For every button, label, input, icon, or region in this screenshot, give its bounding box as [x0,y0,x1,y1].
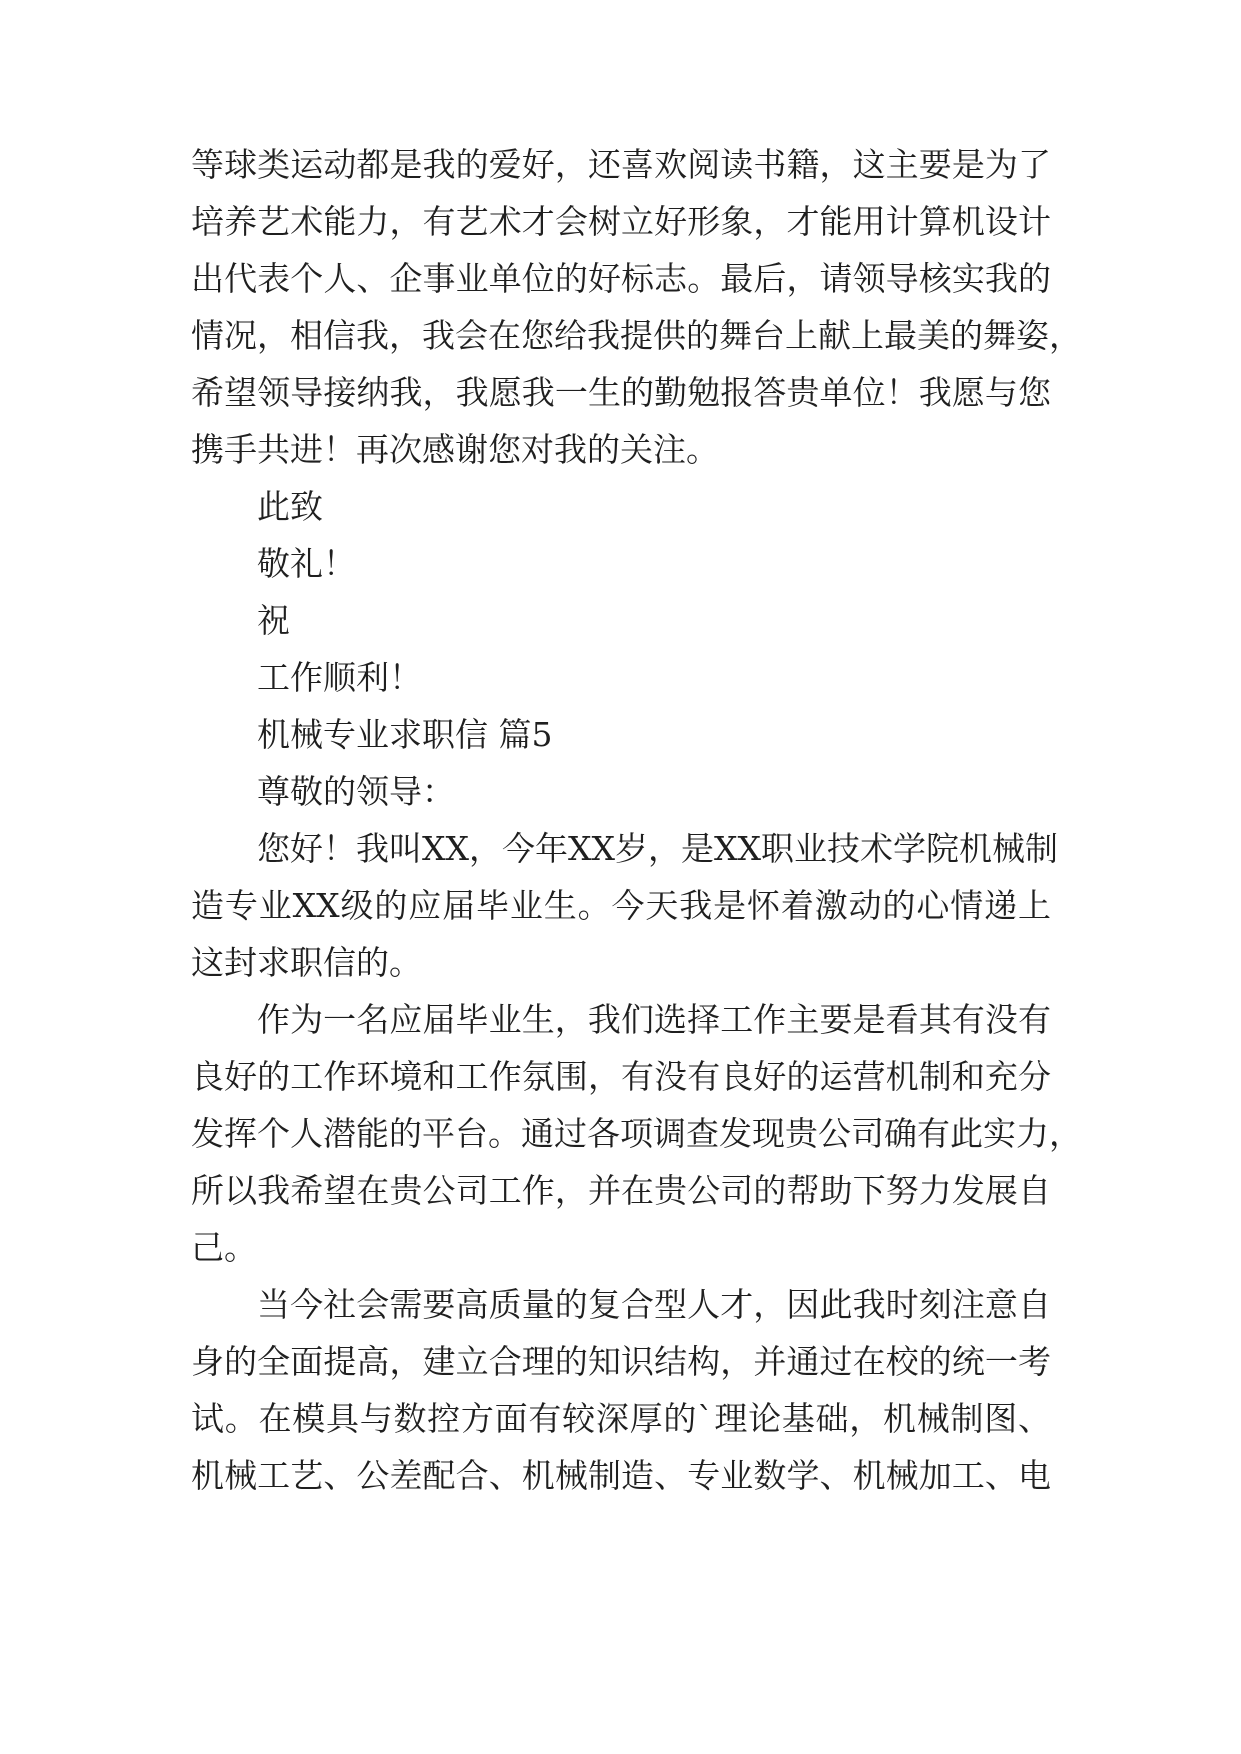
letter-greeting: 尊敬的领导： [257,772,455,811]
text-line: 身的全面提高，建立合理的知识结构，并通过在校的统一考 [191,1342,1051,1381]
text-line: 作为一名应届毕业生，我们选择工作主要是看其有没有 [257,1000,1051,1039]
section-title: 机械专业求职信 篇5 [257,715,553,754]
text-line: 试。在模具与数控方面有较深厚的`理论基础，机械制图、 [191,1399,1051,1438]
text-line: 情况，相信我，我会在您给我提供的舞台上献上最美的舞姿， [191,316,1082,355]
text-line: 希望领导接纳我，我愿我一生的勤勉报答贵单位！我愿与您 [191,373,1051,412]
closing-wish-text: 工作顺利！ [257,658,422,697]
closing-salutation: 此致 [257,487,323,526]
text-line: 携手共进！再次感谢您对我的关注。 [191,430,719,469]
text-line: 等球类运动都是我的爱好，还喜欢阅读书籍，这主要是为了 [191,145,1051,184]
text-line: 良好的工作环境和工作氛围，有没有良好的运营机制和充分 [191,1057,1051,1096]
text-line: 这封求职信的。 [191,943,422,982]
text-line: 出代表个人、企事业单位的好标志。最后，请领导核实我的 [191,259,1051,298]
text-line: 造专业XX级的应届毕业生。今天我是怀着激动的心情递上 [191,886,1051,925]
closing-regards: 敬礼！ [257,544,356,583]
text-line: 发挥个人潜能的平台。通过各项调查发现贵公司确有此实力， [191,1114,1082,1153]
text-line: 机械工艺、公差配合、机械制造、专业数学、机械加工、电 [191,1456,1051,1495]
text-line: 当今社会需要高质量的复合型人才，因此我时刻注意自 [257,1285,1051,1324]
text-line: 培养艺术能力，有艺术才会树立好形象，才能用计算机设计 [191,202,1051,241]
text-line: 您好！我叫XX，今年XX岁，是XX职业技术学院机械制 [257,829,1058,868]
text-line: 所以我希望在贵公司工作，并在贵公司的帮助下努力发展自 [191,1171,1051,1210]
closing-wish: 祝 [257,601,290,640]
text-line: 己。 [191,1228,257,1267]
